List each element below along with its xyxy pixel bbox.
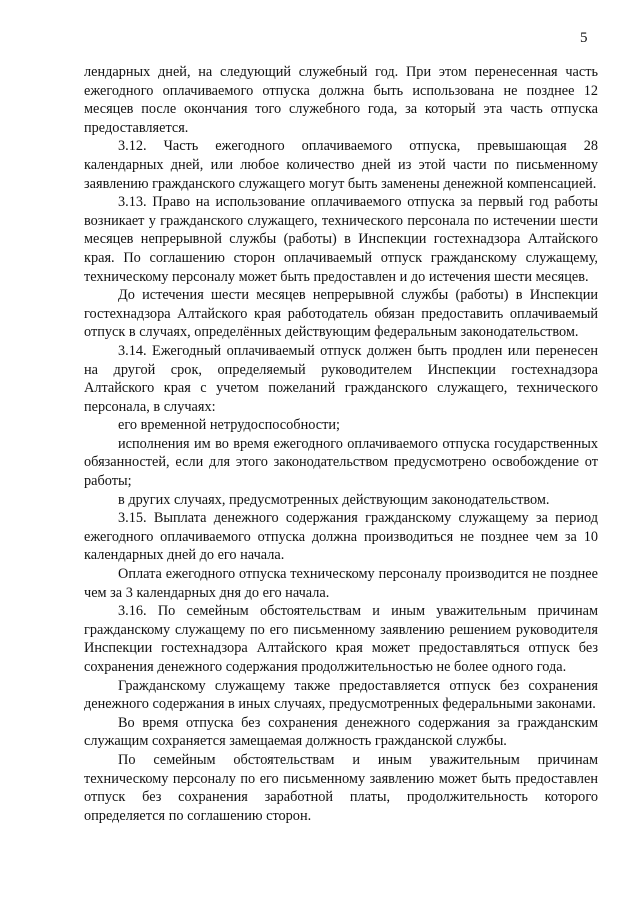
- paragraph: его временной нетрудоспособности;: [118, 417, 340, 434]
- paragraph: Гражданскому служащему также предоставляется отпуск без сохранения денежного содержания в иных случаях, предусмотренных федеральными законами.: [84, 677, 598, 713]
- paragraph: 3.14. Ежегодный оплачиваемый отпуск должен быть продлен или перенесен на другой срок, определяемый руководителем Инспекции гостехнадзора Алтайского края с учетом пожеланий гражданского служащего, технического персонала, в случаях:: [84, 342, 598, 415]
- paragraph: 3.12. Часть ежегодного оплачиваемого отпуска, превышающая 28 календарных дней, или любое количество дней из этой части по письменному заявлению гражданского служащего могут быть заменены денежной компенсацией.: [84, 138, 598, 192]
- document-body: [84, 63, 598, 825]
- paragraph: Оплата ежегодного отпуска техническому персоналу производится не позднее чем за 3 календарных дня до его начала.: [84, 566, 598, 601]
- paragraph: До истечения шести месяцев непрерывной службы (работы) в Инспекции гостехнадзора Алтайского края работодатель обязан предоставить оплачиваемый отпуск в случаях, определённых действующим федеральным законодательством.: [84, 287, 598, 341]
- paragraph: исполнения им во время ежегодного оплачиваемого отпуска государственных обязанностей, если для этого законодательством предусмотрено освобождение от работы;: [84, 435, 598, 490]
- paragraph: 3.16. По семейным обстоятельствам и иным уважительным причинам гражданскому служащему по его письменному заявлению решением руководителя Инспекции гостехнадзора Алтайского края может предоставляться отпуск без сохранения денежного содержания продолжительностью не более одного года.: [84, 603, 598, 675]
- paragraph: в других случаях, предусмотренных действующим законодательством.: [118, 491, 550, 508]
- paragraph: 3.15. Выплата денежного содержания гражданскому служащему за период ежегодного оплачиваемого отпуска должна производиться не позднее чем за 10 календарных дней до его начала.: [84, 510, 598, 564]
- paragraph: По семейным обстоятельствам и иным уважительным причинам техническому персоналу по его письменному заявлению может быть предоставлен отпуск без сохранения заработной платы, продолжительность которого определяется по соглашению сторон.: [84, 751, 598, 824]
- paragraph: лендарных дней, на следующий служебный год. При этом перенесенная часть ежегодного оплачиваемого отпуска должна быть использована не позднее 12 месяцев после окончания того служебного года, за который эта часть отпуска предоставляется.: [84, 64, 598, 136]
- paragraph: Во время отпуска без сохранения денежного содержания за гражданским служащим сохраняется замещаемая должность гражданской службы.: [84, 714, 598, 750]
- paragraph: 3.13. Право на использование оплачиваемого отпуска за первый год работы возникает у гражданского служащего, технического персонала по истечении шести месяцев непрерывной службы (работы) в Инспекции гостехнадзора Алтайского края. По соглашению сторон оплачиваемый отпуск гражданскому служащему, техническому персоналу может быть предоставлен и до истечения шести месяцев.: [84, 194, 598, 285]
- page-number: 5: [580, 30, 588, 46]
